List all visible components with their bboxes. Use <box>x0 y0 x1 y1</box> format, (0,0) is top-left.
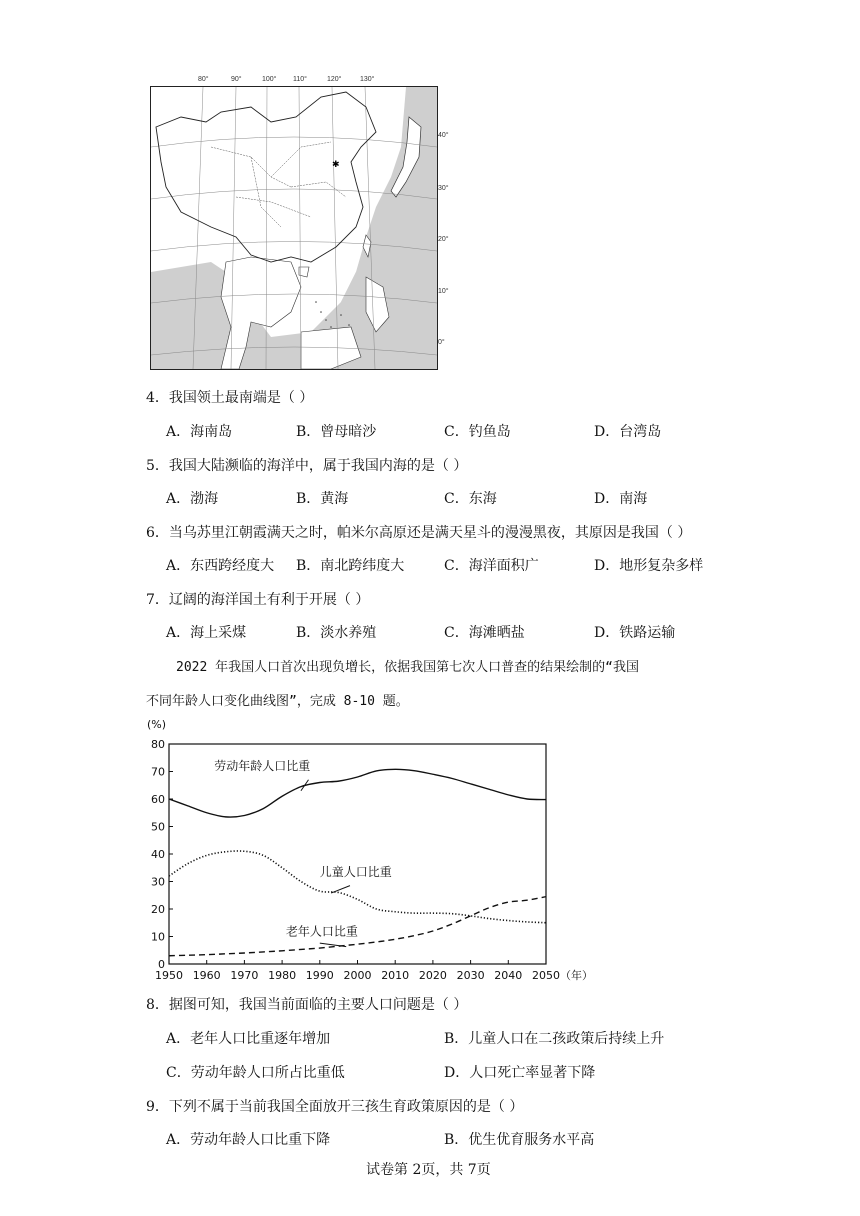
map-graphic <box>151 87 437 369</box>
option-d[interactable] <box>444 1063 595 1083</box>
population-chart <box>140 714 620 986</box>
option-b[interactable] <box>296 489 348 509</box>
china-outline-map <box>150 86 438 370</box>
series-line-0 <box>169 769 546 817</box>
option-text: 东西跨经度大 <box>190 558 275 574</box>
option-text: 劳动年龄人口比重下降 <box>190 1132 331 1148</box>
x-tick-label: 2040 <box>494 969 523 982</box>
option-text: 劳动年龄人口所占比重低 <box>190 1065 345 1081</box>
option-text: 地形复杂多样 <box>619 558 704 574</box>
option-d[interactable] <box>594 556 703 576</box>
option-a[interactable] <box>166 1130 330 1150</box>
option-text: 铁路运输 <box>619 625 676 641</box>
lat-label-20: 20° <box>438 236 449 243</box>
option-letter: A． <box>166 1132 191 1148</box>
y-tick-label: 20 <box>151 903 165 916</box>
option-text: 渤海 <box>190 491 219 507</box>
option-letter: A． <box>166 424 191 440</box>
lat-label-10: 10° <box>438 288 449 295</box>
lon-label-110: 110° <box>293 76 307 83</box>
option-a[interactable] <box>166 422 232 442</box>
y-tick-label: 10 <box>151 930 165 944</box>
lon-label-100: 100° <box>262 76 277 83</box>
series-line-1 <box>169 851 546 923</box>
question-stem: 我国大陆濒临的海洋中，属于我国内海的是（ ） <box>168 458 468 474</box>
y-tick-label: 30 <box>151 875 165 889</box>
option-text: 海洋面积广 <box>468 558 539 574</box>
option-letter: B． <box>296 625 321 641</box>
option-letter: B． <box>296 424 321 440</box>
option-letter: D． <box>594 558 620 574</box>
option-letter: D． <box>594 491 620 507</box>
series-label-pointer-1 <box>331 886 350 893</box>
x-tick-label: 2050 <box>532 969 560 982</box>
option-a[interactable] <box>166 556 274 576</box>
option-c[interactable] <box>166 1063 345 1083</box>
series-label-0: 劳动年龄人口比重 <box>214 759 311 774</box>
y-tick-label: 70 <box>151 765 165 779</box>
question-number: 9． <box>146 1099 169 1115</box>
question-stem: 据图可知，我国当前面临的主要人口问题是（ ） <box>168 997 468 1013</box>
y-tick-label: 50 <box>151 820 165 834</box>
option-letter: C． <box>444 424 469 440</box>
x-tick-label: 2010 <box>381 969 410 982</box>
option-b[interactable] <box>444 1130 594 1150</box>
option-c[interactable] <box>444 489 497 509</box>
x-tick-label: 2020 <box>418 969 447 982</box>
option-text: 东海 <box>468 491 497 507</box>
y-tick-label: 40 <box>151 848 165 861</box>
question-number: 4． <box>146 390 169 406</box>
question-stem: 辽阔的海洋国土有利于开展（ ） <box>168 592 370 608</box>
x-tick-label: 1990 <box>305 969 334 982</box>
question-stem: 我国领土最南端是（ ） <box>168 390 314 406</box>
y-tick-label: 60 <box>151 793 165 806</box>
option-letter: B． <box>444 1132 469 1148</box>
passage-line-1: 2022 年我国人口首次出现负增长，依据我国第七次人口普查的结果绘制的“我国 <box>176 660 639 675</box>
option-text: 钓鱼岛 <box>468 424 511 440</box>
beijing-star-icon: ✱ <box>332 160 340 170</box>
option-letter: A． <box>166 1031 191 1047</box>
series-label-2: 老年人口比重 <box>285 924 358 939</box>
lat-label-30: 30° <box>438 185 449 192</box>
option-text: 海上采煤 <box>190 625 247 641</box>
x-axis-unit-label: （年） <box>560 969 593 982</box>
passage-line-2: 不同年龄人口变化曲线图”，完成 8-10 题。 <box>146 694 409 709</box>
option-letter: A． <box>166 625 191 641</box>
x-tick-label: 1950 <box>155 969 183 982</box>
x-tick-label: 2030 <box>456 969 485 982</box>
question-number: 6． <box>146 525 169 541</box>
option-b[interactable] <box>444 1029 664 1049</box>
option-letter: A． <box>166 491 191 507</box>
series-label-1: 儿童人口比重 <box>319 865 392 879</box>
question-number: 8． <box>146 997 169 1013</box>
option-text: 老年人口比重逐年增加 <box>190 1031 331 1047</box>
x-tick-label: 2000 <box>343 969 372 982</box>
lat-label-0: 0° <box>438 339 445 346</box>
option-text: 儿童人口在二孩政策后持续上升 <box>468 1031 665 1047</box>
option-letter: A． <box>166 558 191 574</box>
option-text: 海滩晒盐 <box>468 625 525 641</box>
option-text: 台湾岛 <box>619 424 662 440</box>
option-c[interactable] <box>444 556 539 576</box>
option-c[interactable] <box>444 422 511 442</box>
option-text: 人口死亡率显著下降 <box>469 1065 596 1081</box>
map-latitude-labels <box>438 130 458 360</box>
option-letter: C． <box>166 1065 191 1081</box>
option-letter: B． <box>444 1031 469 1047</box>
option-d[interactable] <box>594 422 661 442</box>
lon-label-90: 90° <box>231 76 242 83</box>
chart-svg <box>140 714 620 986</box>
lon-label-120: 120° <box>327 76 342 83</box>
option-b[interactable] <box>296 623 376 643</box>
x-tick-label: 1970 <box>230 969 259 982</box>
option-a[interactable] <box>166 623 246 643</box>
lon-label-130: 130° <box>360 76 375 83</box>
option-text: 优生优育服务水平高 <box>468 1132 595 1148</box>
option-letter: C． <box>444 491 469 507</box>
lon-label-80: 80° <box>198 76 209 83</box>
option-text: 南北跨纬度大 <box>320 558 405 574</box>
option-b[interactable] <box>296 556 404 576</box>
question-stem: 下列不属于当前我国全面放开三孩生育政策原因的是（ ） <box>168 1099 524 1115</box>
x-tick-label: 1960 <box>192 969 221 982</box>
option-b[interactable] <box>296 422 376 442</box>
page-footer: 试卷第 2页，共 7页 <box>366 1162 491 1178</box>
x-tick-label: 1980 <box>268 969 297 982</box>
option-letter: B． <box>296 558 321 574</box>
option-d[interactable] <box>594 489 647 509</box>
option-text: 曾母暗沙 <box>320 424 377 440</box>
option-letter: D． <box>444 1065 470 1081</box>
option-a[interactable] <box>166 1029 330 1049</box>
option-text: 黄海 <box>320 491 349 507</box>
map-longitude-labels <box>150 76 440 86</box>
question-stem: 当乌苏里江朝霞满天之时，帕米尔高原还是满天星斗的漫漫黑夜，其原因是我国（ ） <box>168 525 692 541</box>
question-number: 5． <box>146 458 169 474</box>
option-a[interactable] <box>166 489 218 509</box>
option-letter: C． <box>444 625 469 641</box>
option-c[interactable] <box>444 623 525 643</box>
y-tick-label: 80 <box>151 738 165 751</box>
option-letter: D． <box>594 424 620 440</box>
question-number: 7． <box>146 592 169 608</box>
lat-label-40: 40° <box>438 132 449 139</box>
option-text: 淡水养殖 <box>320 625 377 641</box>
y-axis-unit-label: (%) <box>147 718 167 731</box>
option-letter: B． <box>296 491 321 507</box>
option-text: 南海 <box>619 491 648 507</box>
y-tick-label: 0 <box>158 958 165 971</box>
option-d[interactable] <box>594 623 675 643</box>
option-letter: D． <box>594 625 620 641</box>
option-letter: C． <box>444 558 469 574</box>
option-text: 海南岛 <box>190 424 233 440</box>
